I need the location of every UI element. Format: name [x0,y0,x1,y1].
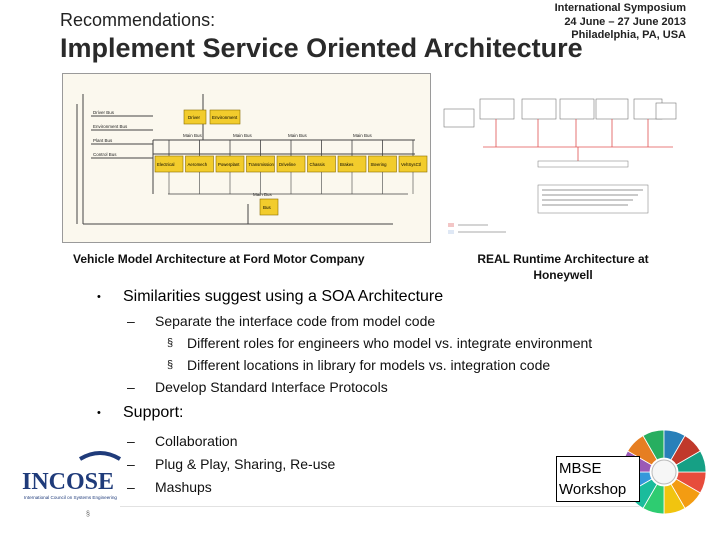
main-bus-label: Main Bus [233,133,252,138]
square-marker: § [167,359,174,371]
incose-logo [20,445,124,505]
sub-sub-bullet-text: Different locations in library for models vs. integration code [187,357,551,373]
wheel-hub [652,460,676,484]
page-marker: § [86,511,90,518]
module-label: Brakes [340,162,354,167]
slide-kicker [60,10,215,31]
honeywell-runtime-figure [438,73,686,243]
bus-label: Driver Bus [93,110,115,115]
dash-marker: – [127,456,135,472]
main-bus-label: Main Bus [353,133,372,138]
sub-sub-bullet-text: Different roles for engineers who model vs. integrate environment [187,335,593,351]
sub-bullet-text: Plug & Play, Sharing, Re-use [155,456,336,472]
main-bus-label: Main Bus [253,192,272,197]
sub-bullet-text: Mashups [155,479,212,495]
bus-label: Environment Bus [93,124,128,129]
module-label: Steering [370,162,387,167]
module-label: Aeromech [187,162,208,167]
main-bus-label: Main Bus [183,133,202,138]
environment-label: Environment [212,115,238,120]
bullet-marker: • [97,291,101,303]
workshop-label: Workshop [559,481,627,498]
bullet-soa [97,286,697,308]
sub-bullet-text: Develop Standard Interface Protocols [155,379,388,395]
kicker-colon: : [210,10,216,30]
incose-wordmark: INCOSE [22,469,115,495]
sub-bullet [97,376,697,398]
square-marker: § [167,337,174,349]
mbse-label: MBSE [559,460,602,477]
module-label: Chassis [309,162,325,167]
main-bus-label: Main Bus [288,133,307,138]
honeywell-figure-caption: REAL Runtime Architecture at Honeywell [477,252,649,282]
conference-location: Philadelphia, PA, USA [571,29,686,41]
honeywell-runtime-diagram [438,73,686,243]
slide-title: Implement Service Oriented Architecture [60,33,583,63]
module-label: Transmission [248,162,274,167]
mbse-workshop-badge [556,456,640,502]
module-label: Electrical [157,162,175,167]
bus-label: Plant Bus [93,138,113,143]
module-label: Powerplant [218,162,240,167]
incose-tagline: International Council on Systems Engineering [24,495,117,500]
sub-sub-bullet [97,332,697,354]
bullet-support [97,402,697,424]
driver-label: Driver [188,115,200,120]
sub-bullet-text: Collaboration [155,433,238,449]
sub-bullet [97,430,697,453]
sub-bullet [97,310,697,332]
footer-rule [120,506,680,507]
dash-marker: – [127,433,135,449]
kicker-text: Recommendations [60,10,211,30]
ford-figure-caption: Vehicle Model Architecture at Ford Motor Company [73,252,365,266]
incose-logo-graphic [20,445,124,505]
ford-architecture-figure [62,73,431,243]
module-label: Driveline [279,162,296,167]
ford-architecture-diagram [63,74,431,243]
conference-name: International Symposium [554,2,686,14]
bus-block-label: Bus [263,205,271,210]
module-label: VehSysCtl [401,162,421,167]
dash-marker: – [127,379,135,395]
sub-bullet-text: Separate the interface code from model code [155,313,436,329]
bus-label: Control Bus [93,152,117,157]
bullet-text: Similarities suggest using a SOA Architecture [123,288,444,305]
dash-marker: – [127,479,135,495]
bullet-text: Support: [123,404,184,421]
dash-marker: – [127,313,135,329]
sub-sub-bullet [97,354,697,376]
bullet-marker: • [97,407,101,419]
conference-dates: 24 June – 27 June 2013 [564,15,686,28]
